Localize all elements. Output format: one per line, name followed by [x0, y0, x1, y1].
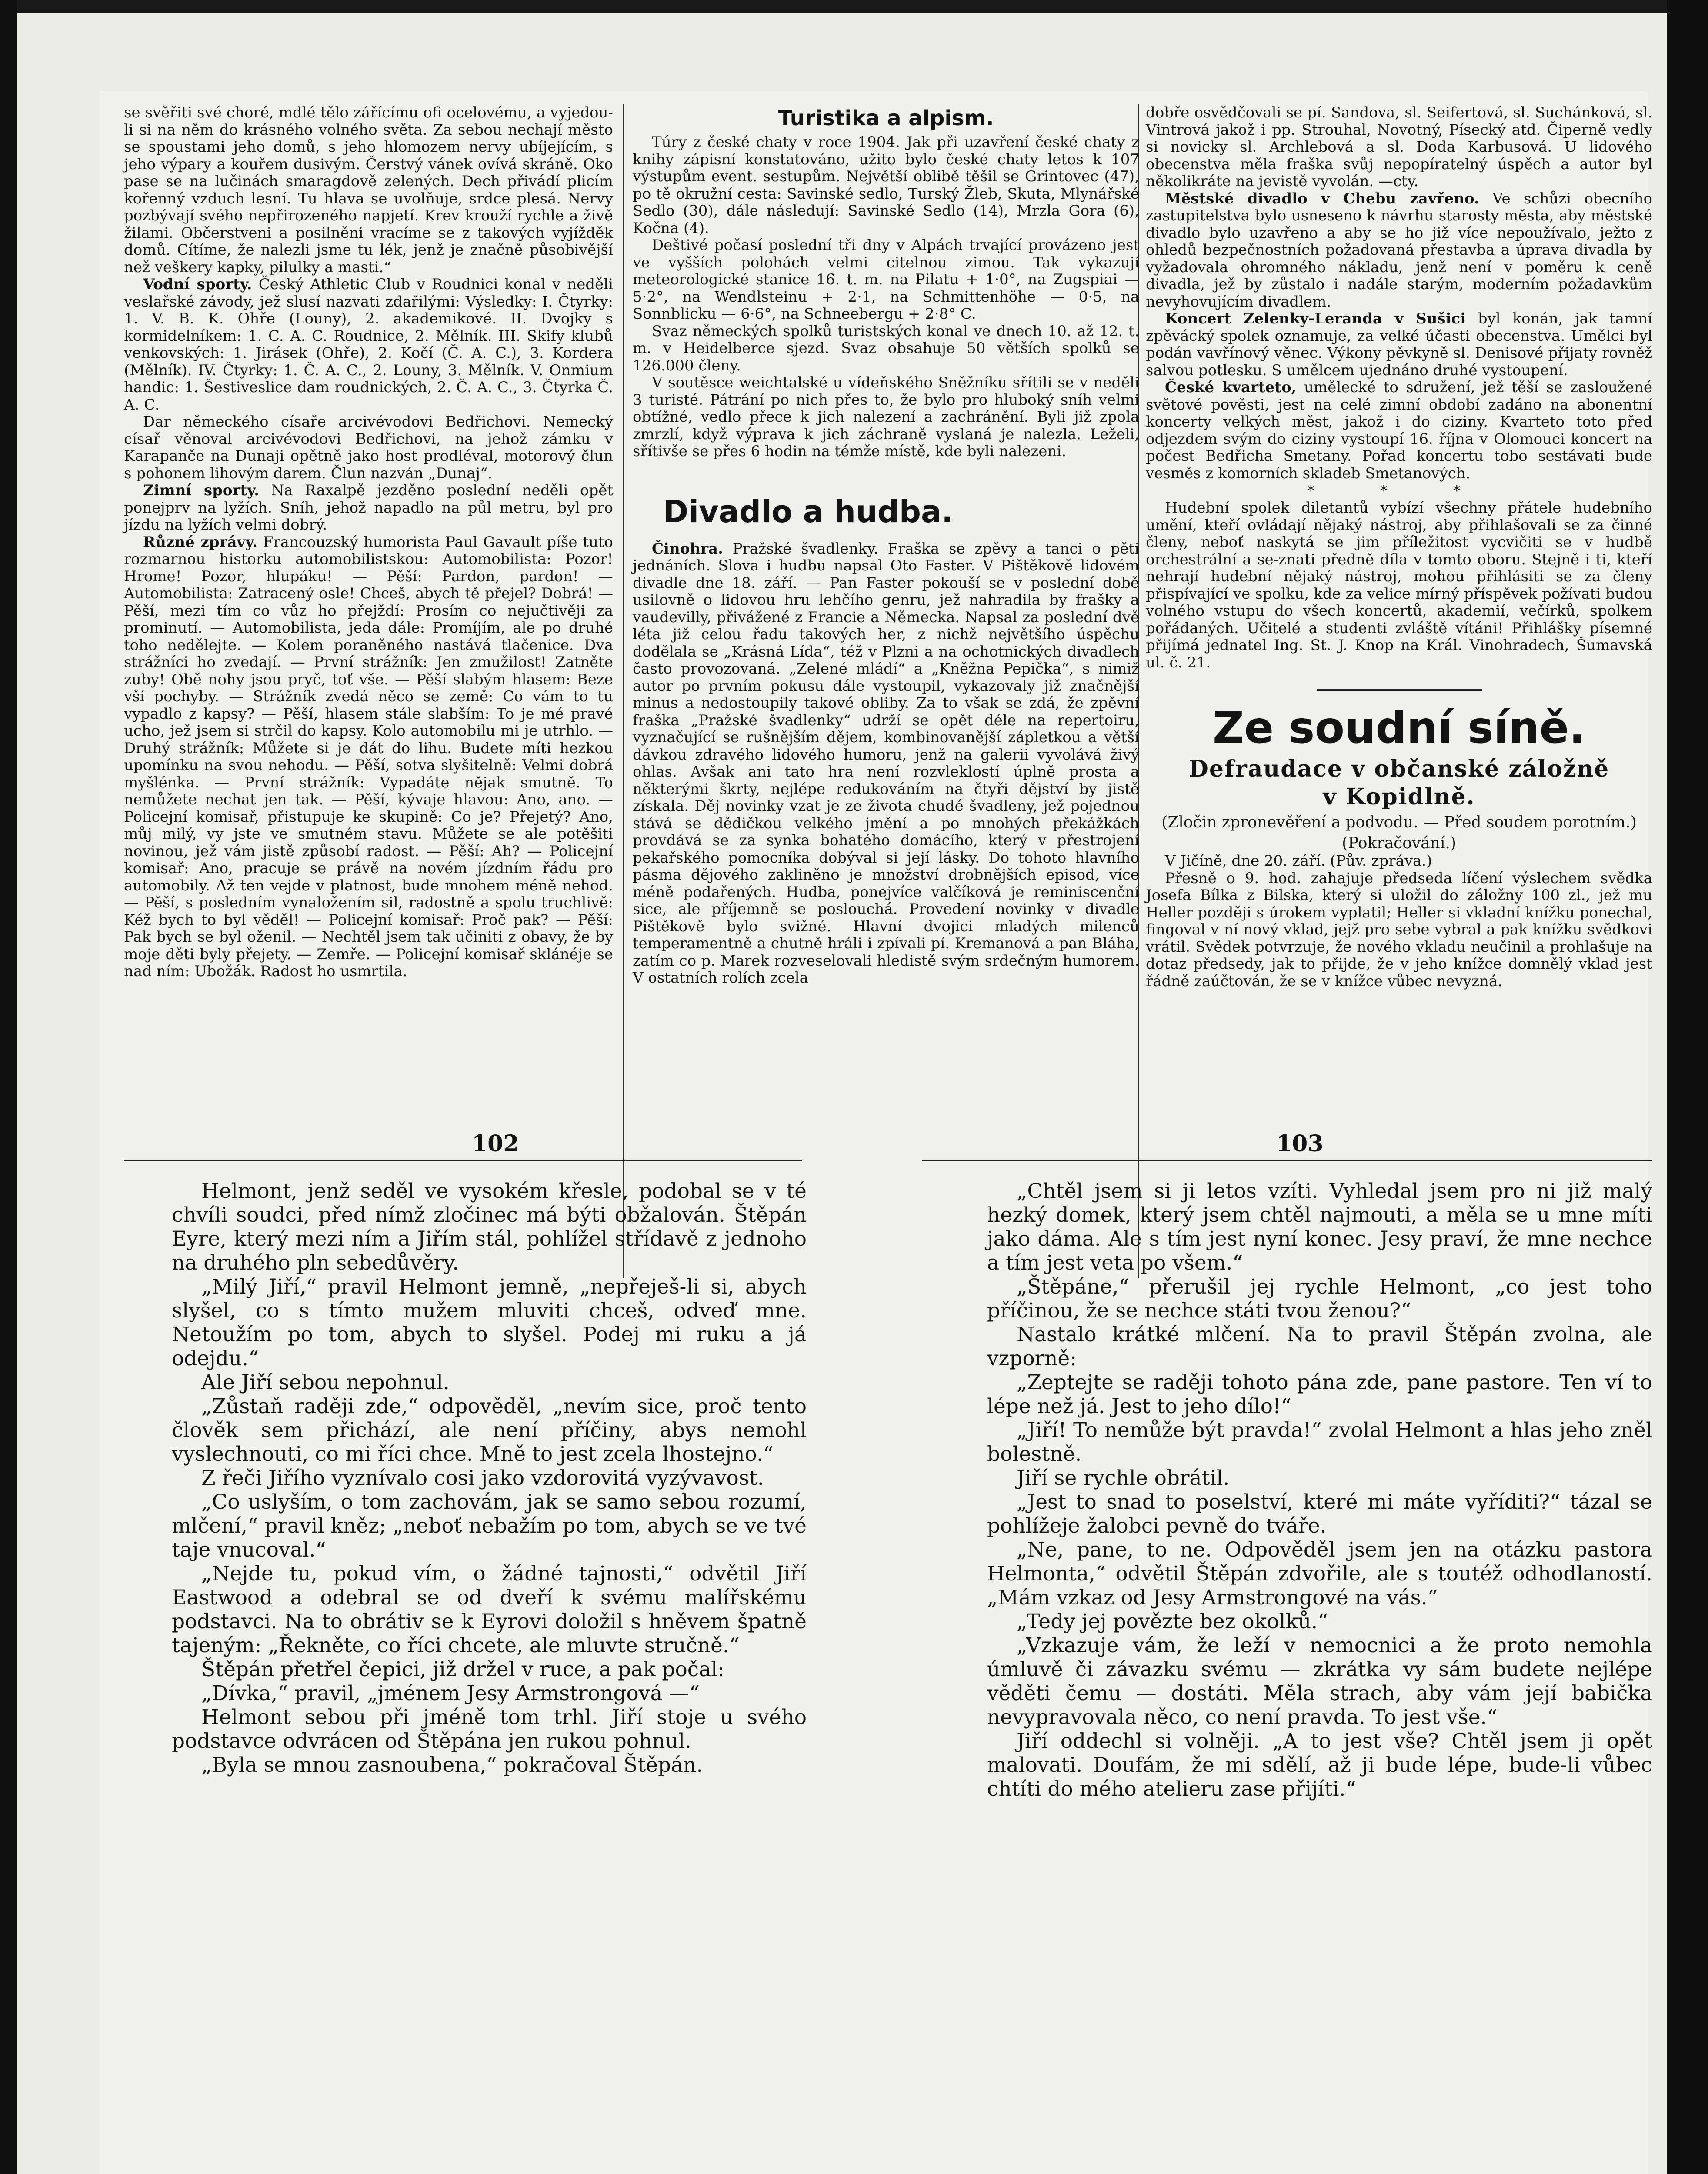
story-paragraph: [172, 1275, 807, 1370]
paragraph-text: „Jest to snad to poselství, které mi máte vyříditi?“ tázal se pohlížeje žalobci pevně do tváře.: [987, 1490, 1652, 1538]
paragraph-text: „Ne, pane, to ne. Odpověděl jsem jen na otázku pastora Helmonta,“ odvětil Štěpán zdvořile, ale s toutéž odhodlaností. „Mám vzkaz od Jesy Armstrongové na vás.“: [987, 1538, 1652, 1610]
story-paragraph: [172, 1394, 807, 1466]
paragraph-text: Dar německého císaře arcivévodovi Bedřichovi. Nemecký císař věnoval arcivévodovi Bedřichovi, na jehož zámku v Karapanče na Dunaji opětně jako host prodléval, motorový člun s pohonem lihovým darem. Člun nazván „Dunaj“.: [124, 413, 613, 482]
news-paragraph: [124, 276, 613, 413]
story-paragraph: [987, 1418, 1652, 1466]
story-paragraph: [172, 1681, 807, 1705]
paragraph-text: Na Raxalpě jezděno poslední neděli opět ponejprv na lyžích. Sníh, jehož napadlo na půl metru, byl pro jízdu na lyžích velmi dobrý.: [124, 482, 613, 533]
news-paragraph: [633, 134, 1139, 237]
paragraph-text: „Jiří! To nemůže být pravda!“ zvolal Helmont a hlas jeho zněl bolestně.: [987, 1418, 1652, 1466]
story-paragraph: [172, 1753, 807, 1777]
news-paragraph: [124, 413, 613, 482]
paragraph-text: se svěřiti své choré, mdlé tělo zářícímu ofi ocelovému, a vyjedou-li si na něm do krásného volného světa. Za sebou nechají město se spoustami jeho domů, s jeho hlomozem nervy ubíjejícím, s jeho výpary a kouřem dusivým. Čerstvý vánek ovívá skráně. Oko pase se na lučinách smaragdově zelených. Dech přivádí plicím kořenný vzduch lesní. Tu hlava se uvolňuje, srdce plesá. Nervy pozbývají svého nepřirozeného napjetí. Krev krouží rychle a živě žilami. Občerstveni a posilněni vracíme se z takových vyjížděk domů. Cítíme, že nalezli jsme tu lék, jenž je značně působivější než veškery kapky, pilulky a masti.“: [124, 104, 613, 276]
news-paragraph: [633, 374, 1139, 460]
news-paragraph: [124, 104, 613, 276]
music-articles: [1146, 104, 1652, 482]
news-paragraph: [124, 482, 613, 534]
paragraph-text: „Nejde tu, pokud vím, o žádné tajnosti,“ odvětil Jiří Eastwood a odebral se od dveří k svému malířskému podstavci. Na to obrátiv se k Eyrovi doložil s hněvem špatně tajeným: „Řekněte, co říci chcete, ale mluvte stručně.“: [172, 1562, 807, 1657]
tourism-articles: [633, 134, 1139, 460]
scan-right-edge: [1667, 0, 1708, 2174]
paragraph-text: umělecké to sdružení, jež těší se zasloužené světové pověsti, jest na celé zimní období zadáno na abonentní koncerty velkých měst, jakož i do ciziny. Kvarteto toto před odjezdem svým do ciziny vystoupí 16. října v Olomouci koncert na počest Bedřicha Smetany. Pořad koncertu tobo sestávati bude vesměs z komorních skladeb Smetanových.: [1146, 379, 1652, 482]
paragraph-text: „Zůstaň raději zde,“ odpověděl, „nevím sice, proč tento člověk sem přichází, ale není příčiny, abys nemohl vyslechnouti, co mi říci chce. Mně to jest zcela lhostejno.“: [172, 1394, 807, 1466]
news-paragraph: [124, 534, 613, 980]
news-paragraph: [1146, 870, 1652, 990]
music-society-article: [1146, 500, 1652, 671]
page-number-rule: [922, 1160, 1652, 1161]
story-paragraph: [172, 1657, 807, 1681]
news-paragraph: [1146, 853, 1652, 870]
court-description: (Zločin zpronevěření a podvodu. — Před soudem porotním.): [1161, 814, 1637, 831]
court-subheading-place: v Kopidlně.: [1323, 784, 1475, 810]
story-paragraph: [172, 1466, 807, 1490]
paragraph-text: Jiří oddechl si volněji. „A to jest vše? Chtěl jsem ji opět malovati. Doufám, že mi sdělí, až ji bude lépe, bude-li vůbec chtíti do mého atelieru zase přijíti.“: [987, 1729, 1652, 1801]
paragraph-lead: Koncert Zelenky-Leranda v Sušici: [1165, 310, 1466, 327]
news-paragraph: [1146, 190, 1652, 311]
paragraph-lead: Městské divadlo v Chebu zavřeno.: [1165, 190, 1479, 207]
column-sports: [124, 104, 613, 980]
story-paragraph: [987, 1490, 1652, 1538]
paragraph-text: Štěpán přetřel čepici, již držel v ruce, a pak počal:: [201, 1657, 724, 1681]
paragraph-lead: Zimní sporty.: [143, 482, 259, 499]
section-stars: * * *: [1307, 482, 1491, 500]
paragraph-text: dobře osvědčovali se pí. Sandova, sl. Seifertová, sl. Suchánková, sl. Vintrová jakož i pp. Strouhal, Novotný, Písecký atd. Čiperně vedly si novicky sl. Archlebová a sl. Doda Karbusová. U lidového obecenstva měla fraška svůj nepopíratelný úspěch a autor byl několikráte na jevistě vyvolán. —cty.: [1146, 104, 1652, 190]
paragraph-text: „Tedy jej povězte bez okolků.“: [1017, 1610, 1328, 1634]
story-paragraph: [172, 1562, 807, 1657]
section-heading-tourism: Turistika a alpism.: [778, 106, 994, 130]
paragraph-text: „Dívka,“ pravil, „jménem Jesy Armstrongová —“: [201, 1681, 700, 1705]
paragraph-text: Túry z české chaty v roce 1904. Jak při uzavření české chaty z knihy zápisní konstatováno, užito bylo české chaty letos k 107 výstupům event. sestupům. Největší oblibě těšil se Grintovec (47), po tě okružní cesta: Savinské sedlo, Turský Žleb, Skuta, Mlynářské Sedlo (30), dále následují: Savinské Sedlo (14), Mrzla Gora (6), Kočna (4).: [633, 133, 1139, 237]
story-paragraph: [172, 1490, 807, 1562]
court-continuation: (Pokračování.): [1342, 834, 1456, 852]
page-number-right: 103: [1276, 1130, 1324, 1157]
story-paragraph: [172, 1179, 807, 1275]
paragraph-text: Francouzský humorista Paul Gavault píše tuto rozmarnou historku automobilistskou: Automobilista: Pozor! Hrome! Pozor, hlupáku! — Pěší: Pardon, pardon! — Automobilista: Zatracený osle! Chceš, abych tě přejel? Dobrá! — Pěší, mezi tím co vůz ho přejždí: Prosím co nejučtivěji za prominutí. — Automobilista, jeda dále: Promíjím, ale po druhé toho nedělejte. — Kolem poraněného nastává tlačenice. Dva strážníci ho zvedají. — První strážník: Jen zmužilost! Zatněte zuby! Obě nohy jsou pryč, toť vše. — Pěší slabým hlasem: Beze vší pochyby. — Strážník zvedá něco se země: Co vám to tu vypadlo z kapsy? — Pěší, hlasem stále slabším: To je mé pravé ucho, jež jsem si strčil do kapsy. Kolo automobilu mi je utrhlo. — Druhý strážník: Můžete si je dát do lihu. Budete míti hezkou upomínku na svou nehodu. — Pěší, sotva slyšitelně: Velmi dobrá myšlénka. — První strážník: Vypadáte nějak smutně. To nemůžete nechat jen tak. — Pěší, kývaje hlavou: Ano, ano. — Policejní komisař, přistupuje ke skupině: Co je? Přejetý? Ano, můj milý, vy jste ve smutném stavu. Můžete se ale potěšiti novinou, jež vám jistě způsobí radost. — Pěší: Ah? — Policejní komisař: Ano, pracuje se právě na novém jízdním řádu pro automobily. Až ten vejde v platnost, bude mnohem méně nehod. — Pěší, s posledním vynaložením sil, radostně a spolu truchlivě: Kéž bych to byl věděl! — Policejní komisař: Proč pak? — Pěší: Pak bych se byl oženil. — Nechtěl jsem tak učiniti z obavy, že by moje děti byly přejety. — Zemře. — Policejní komisař sklánéje se nad ním: Ubožák. Radost ho usmrtila.: [124, 533, 613, 980]
paragraph-text: „Co uslyším, o tom zachovám, jak se samo sebou rozumí, mlčení,“ pravil kněz; „neboť nebažím po tom, abych se ve tvé taje vnucoval.“: [172, 1490, 807, 1562]
column-music-court: [1146, 104, 1652, 990]
paragraph-text: Ve schůzi obecního zastupitelstva bylo usneseno k návrhu starosty města, aby městské divadlo bylo uzavřeno a aby se ho již více nepoužívalo, ježto z ohledů bezpečnostních požadovaná přestavba a úprava divadla by vyžadovala ohromného nákladu, jenž není v poměru k ceně divadla, jež by zůstalo i nadále starým, moderním požadavkům nevyhovujícím divadlem.: [1146, 190, 1652, 310]
news-paragraph: [1146, 379, 1652, 482]
paragraph-lead: Různé zprávy.: [143, 533, 257, 551]
paragraph-text: „Vzkazuje vám, že leží v nemocnici a že proto nemohla úmluvě či závazku svému — zkrátka vy sám budete nejlépe věděti čemu — dostáti. Měla strach, aby vám její babička nevypravovala něco, co není pravda. To jest vše.“: [987, 1634, 1652, 1729]
story-paragraph: [987, 1729, 1652, 1801]
section-rule: [1317, 689, 1482, 691]
paragraph-text: „Zeptejte se raději tohoto pána zde, pane pastore. Ten ví to lépe než já. Jest to jeho dílo!“: [987, 1370, 1652, 1418]
column-divider: [623, 104, 624, 1278]
paragraph-text: byl konán, jak tamní zpěvácký spolek oznamuje, za velké účasti obecenstva. Umělci byl podán vavřínový věnec. Výkony pěvkyně sl. Denisové přijaty rovněž salvou potlesku. S umělcem ujednáno druhé vystoupení.: [1146, 310, 1652, 379]
story-paragraph: [172, 1705, 807, 1753]
novel-page-right: [987, 1179, 1652, 1801]
paragraph-text: „Milý Jiří,“ pravil Helmont jemně, „nepřeješ-li si, abych slyšel, co s tímto mužem mluviti chceš, odveď mne. Netoužím po tom, abych to slyšel. Podej mi ruku a já odejdu.“: [172, 1275, 807, 1370]
section-heading-court: Ze soudní síně.: [1212, 702, 1586, 753]
story-paragraph: [987, 1634, 1652, 1729]
paragraph-lead: České kvarteto,: [1165, 379, 1297, 396]
paragraph-text: Český Athletic Club v Roudnici konal v neděli veslařské závody, jež slusí nazvati zdařilými: Výsledky: I. Čtyrky: 1. V. B. K. Ohře (Louny), 2. akademikové. II. Dvojky s kormidelníkem: 1. C. A. C. Roudnice, 2. Mělník. III. Skify klubů venkovských: 1. Jirásek (Ohře), 2. Kočí (Č. A. C.), 3. Kordera (Mělník). IV. Čtyrky: 1. Č. A. C., 2. Louny, 3. Mělník. V. Onmium handic: 1. Šestiveslice dam roudnických, 2. Č. A. C., 3. Čtyrka Č. A. C.: [124, 276, 613, 413]
paragraph-text: Helmont, jenž seděl ve vysokém křesle, podobal se v té chvíli soudci, před nímž zločinec má býti obžalován. Štěpán Eyre, který mezi ním a Jiřím stál, pohlížel střídavě z jednoho na druhého pln sebedůvěry.: [172, 1179, 807, 1275]
paragraph-text: Nastalo krátké mlčení. Na to pravil Štěpán zvolna, ale vzporně:: [987, 1323, 1652, 1370]
paragraph-text: V soutěsce weichtalské u vídeňského Sněžníku sřítili se v neděli 3 turisté. Pátrání po nich přes to, že bylo pro hluboký sníh velmi obtížné, vedlo přece k jich nalezení a zachránění. Byli již zpola zmrzlí, když výprava k jich záchraně vyslaná je nalezla. Leželi, sřítivše se přes 6 hodin na témže místě, kde byli nalezeni.: [633, 374, 1139, 460]
news-paragraph: [633, 540, 1139, 987]
paragraph-text: Hudební spolek diletantů vybízí všechny přátele hudebního umění, kteří ovládají nějaký nástroj, aby přihlašovali se za činné členy, neboť naskytá se jim příležitost vycvičiti se v hudbě orchestrální a se-znati předně díla v tomto oboru. Stejně i ti, kteří nehrají hudební nějaký nástroj, mohou přihlásiti se za členy přispívající ve spolku, kde za velice mírný příspěvek požívati budou volného vstupu do všech koncertů, akademií, večírků, spolkem pořádaných. Učitelé a studenti zvláště vítáni! Přihlášky písemné přijímá jednatel Ing. St. J. Knop na Král. Vinohradech, Šumavská ul. č. 21.: [1146, 499, 1652, 671]
paragraph-text: Z řeči Jiřího vyznívalo cosi jako vzdorovitá vyzývavost.: [201, 1466, 764, 1490]
section-heading-theatre: Divadlo a hudba.: [663, 493, 953, 530]
paragraph-text: Jiří se rychle obrátil.: [1017, 1466, 1230, 1490]
story-paragraph: [987, 1323, 1652, 1370]
news-paragraph: [1146, 310, 1652, 379]
news-paragraph: [1146, 104, 1652, 190]
scan-top-edge: [0, 0, 1708, 13]
news-paragraph: [633, 237, 1139, 323]
story-paragraph: [987, 1538, 1652, 1610]
paragraph-lead: Vodní sporty.: [143, 276, 252, 293]
story-paragraph: [172, 1370, 807, 1394]
story-paragraph: [987, 1466, 1652, 1490]
story-paragraph: [987, 1179, 1652, 1275]
paragraph-text: Ale Jiří sebou nepohnul.: [201, 1370, 450, 1394]
paragraph-text: Helmont sebou při jméně tom trhl. Jiří stoje u svého podstavce odvrácen od Štěpána jen rukou pohnul.: [172, 1705, 807, 1753]
paragraph-text: „Chtěl jsem si ji letos vzíti. Vyhledal jsem pro ni již malý hezký domek, který jsem chtěl najmouti, a měla se u mne míti jako dáma. Ale s tím jest nyní konec. Jesy praví, že mne nechce a tím jest veta po všem.“: [987, 1179, 1652, 1275]
court-subheading: Defraudace v občanské záložně: [1188, 756, 1610, 782]
paragraph-text: „Štěpáne,“ přerušil jej rychle Helmont, „co jest toho příčinou, že se nechce státi tvou ženou?“: [987, 1275, 1652, 1323]
column-tourism-theatre: [633, 104, 1139, 987]
news-paragraph: [1146, 500, 1652, 671]
paragraph-text: Pražské švadlenky. Fraška se zpěvy a tanci o pěti jednáních. Slova i hudbu napsal Oto Faster. V Pištěkově lidovém divadle dne 18. září. — Pan Faster pokouší se v poslední době usilovně o lidovou hru lehčího genru, jež nahradila by frašky a vaudevilly, přivážené z Francie a Německa. Napsal za poslední dvě léta již celou řadu takových her, z nichž největšího úspěchu dodělala se „Krásná Lída“, též v Plzni a na ochotnických divadlech často provozovaná. „Zelené mládí“ a „Kněžna Pepička“, s nimiž autor po prvním pokusu dále vystoupil, vykazovaly již značnější minus a nedostoupily takové obliby. Za to však se zdá, že zpěvní fraška „Pražské švadlenky“ udrží se opět déle na repertoiru, vyznačující se rušnějším dějem, kombinovanější zápletkou a větší dávkou zdravého lidového humoru, jenž na galerii vyvolává živý ohlas. Avšak ani tato hra není rozvleklostí úplně prosta a některými škrty, nejlépe redukováním na čtyři dějství by jistě získala. Děj novinky vzat je ze života chudé švadleny, jež pojednou stává se dědičkou velkého jmění a po mnohých překážkách provdává se za synka bohatého domácího, který v přestrojení pekařského pomocníka dobýval si její lásky. Do tohoto hlavního pásma dějového zakliněno je množství drobnějších episod, více méně podařených. Hudba, ponejvíce valčíková je reminiscenční sice, ale příjemně se poslouchá. Provedení novinky v divadle Pištěkově bylo svižné. Hlavní dvojici mladých milenců temperamentně a chutně hráli i zpívali pí. Kremanová a pan Bláha, zatím co p. Marek rozveselovali hledistě svým srdečným humorem. V ostatních rolích zcela: [633, 540, 1139, 987]
paragraph-text: Deštivé počasí poslední tři dny v Alpách trvající provázeno jest ve vyšších polohách velmi citelnou zimou. Tak vykazují meteorologické stanice 16. t. m. na Pilatu + 1·0°, na Zugspiai — 5·2°, na Wendlsteinu + 2·1, na Schmittenhöhe — 0·5, na Sonnblicku — 6·6°, na Schneebergu + 2·8° C.: [633, 237, 1139, 323]
story-paragraph: [987, 1275, 1652, 1323]
paragraph-text: Svaz německých spolků turistských konal ve dnech 10. až 12. t. m. v Heidelberce sjezd. Svaz obsahuje 50 větších spolků se 126.000 členy.: [633, 322, 1139, 374]
theatre-articles: [633, 540, 1139, 987]
paragraph-text: Přesně o 9. hod. zahajuje předseda líčení výslechem svědka Josefa Bílka z Bilska, který si uložil do záložny 100 zl., jež mu Heller později s úrokem vyplatil; Heller si vkladní knížku ponechal, fingoval v ní nový vklad, jejž pro sebe vybral a pak knížku svědkovi vrátil. Svědek potvrzuje, že nového vkladu neučinil a prohlašuje na dotaz předsedy, jak to přijde, že v jeho knížce domnělý vklad jest řádně zaúčtován, že se v knížce vůbec nevyzná.: [1146, 869, 1652, 990]
novel-page-left: [172, 1179, 807, 1777]
scan-left-edge: [0, 0, 17, 2174]
page-number-left: 102: [472, 1130, 519, 1157]
news-paragraph: [633, 323, 1139, 375]
page-number-rule: [124, 1160, 802, 1161]
paragraph-lead: Činohra.: [652, 540, 723, 557]
paragraph-text: V Jičíně, dne 20. září. (Pův. zpráva.): [1165, 852, 1432, 870]
story-paragraph: [987, 1610, 1652, 1634]
story-paragraph: [987, 1370, 1652, 1418]
paragraph-text: „Byla se mnou zasnoubena,“ pokračoval Štěpán.: [201, 1753, 703, 1777]
court-article: [1146, 853, 1652, 990]
